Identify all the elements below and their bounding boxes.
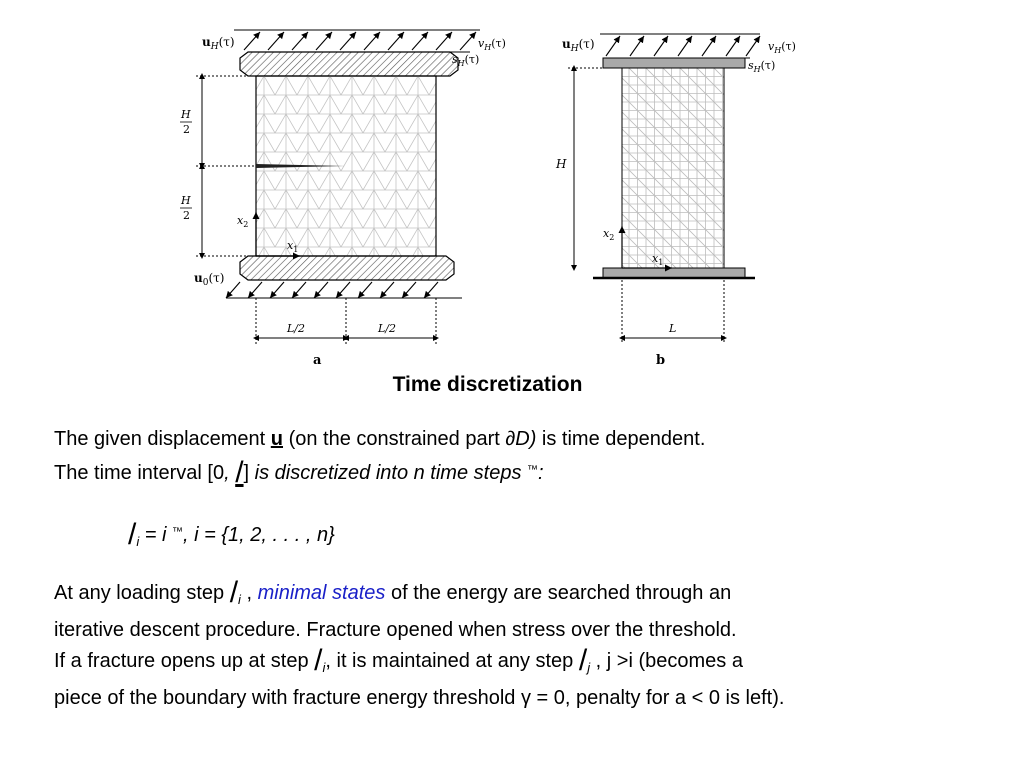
svg-text:2: 2 (183, 209, 190, 222)
x1-label-b: $x_1$ (652, 252, 664, 267)
figure-label-b: b (656, 353, 666, 368)
bottom-load-arrows-a (226, 282, 462, 298)
paragraph-displacement (54, 424, 705, 489)
width-label-b: L (669, 322, 677, 335)
top-load-label-a: $u_H(\tau)$ (202, 35, 235, 52)
line-time-interval: The time interval [0, /] is discretized into n time steps ™: (54, 456, 544, 489)
time-step-formula: $/_i = i$ ™, i = {1, 2, . . . , n} (128, 518, 335, 551)
s-label-a: $s_H(\tau)$ (452, 53, 480, 68)
figure-label-a: a (313, 353, 322, 368)
paragraph-loading-step (54, 578, 784, 714)
top-load-arrows-b (600, 34, 760, 58)
top-grip-b (603, 58, 745, 68)
v-label-a: $v_H(\tau)$ (478, 37, 506, 52)
bottom-grip-a (240, 256, 454, 280)
x2-label-b: $x_2$ (603, 227, 615, 242)
svg-text:H: H (181, 108, 191, 121)
top-grip-a (240, 52, 458, 76)
half-height-label-a-top (180, 108, 192, 136)
specimen-a (180, 30, 506, 368)
line-fracture-opens: If a fracture opens up at step $/_i$, it is maintained at any step $/_j$ , j >i (becomes a (54, 644, 743, 677)
height-dimension-a (196, 76, 256, 256)
line-given-displacement: The given displacement u (on the constrained part ∂D) is time dependent. (54, 428, 706, 450)
minimal-states-term: minimal states (257, 582, 386, 604)
half-width-label-a-left: L/2 (287, 322, 306, 335)
width-dimension-a (256, 298, 436, 344)
x1-label-a: $x_1$ (287, 239, 299, 254)
svg-text:H: H (181, 194, 191, 207)
specimen-body-b (622, 68, 724, 268)
height-label-b: H (556, 157, 567, 171)
specimen-b (555, 34, 796, 368)
s-label-b: $s_H(\tau)$ (748, 59, 776, 74)
v-label-b: $v_H(\tau)$ (768, 40, 796, 55)
svg-text:2: 2 (183, 123, 190, 136)
x2-label-a: $x_2$ (237, 214, 249, 229)
half-width-label-a-right: L/2 (378, 322, 397, 335)
line-loading-step: At any loading step $/_i$ , minimal states of the energy are searched through an (54, 576, 732, 609)
bottom-grip-b (603, 268, 745, 278)
line-boundary-piece: piece of the boundary with fracture energy threshold γ = 0, penalty for a < 0 is left). (54, 687, 785, 709)
bottom-load-label-a: $u_0(\tau)$ (194, 271, 225, 288)
half-height-label-a-bottom (180, 194, 192, 222)
top-load-arrows-a (234, 30, 480, 52)
section-heading: Time discretization (392, 373, 583, 396)
line-descent-procedure: iterative descent procedure. Fracture opened when stress over the threshold. (54, 619, 737, 641)
top-load-label-b: $u_H(\tau)$ (562, 37, 595, 54)
specimen-figure (0, 0, 1024, 380)
